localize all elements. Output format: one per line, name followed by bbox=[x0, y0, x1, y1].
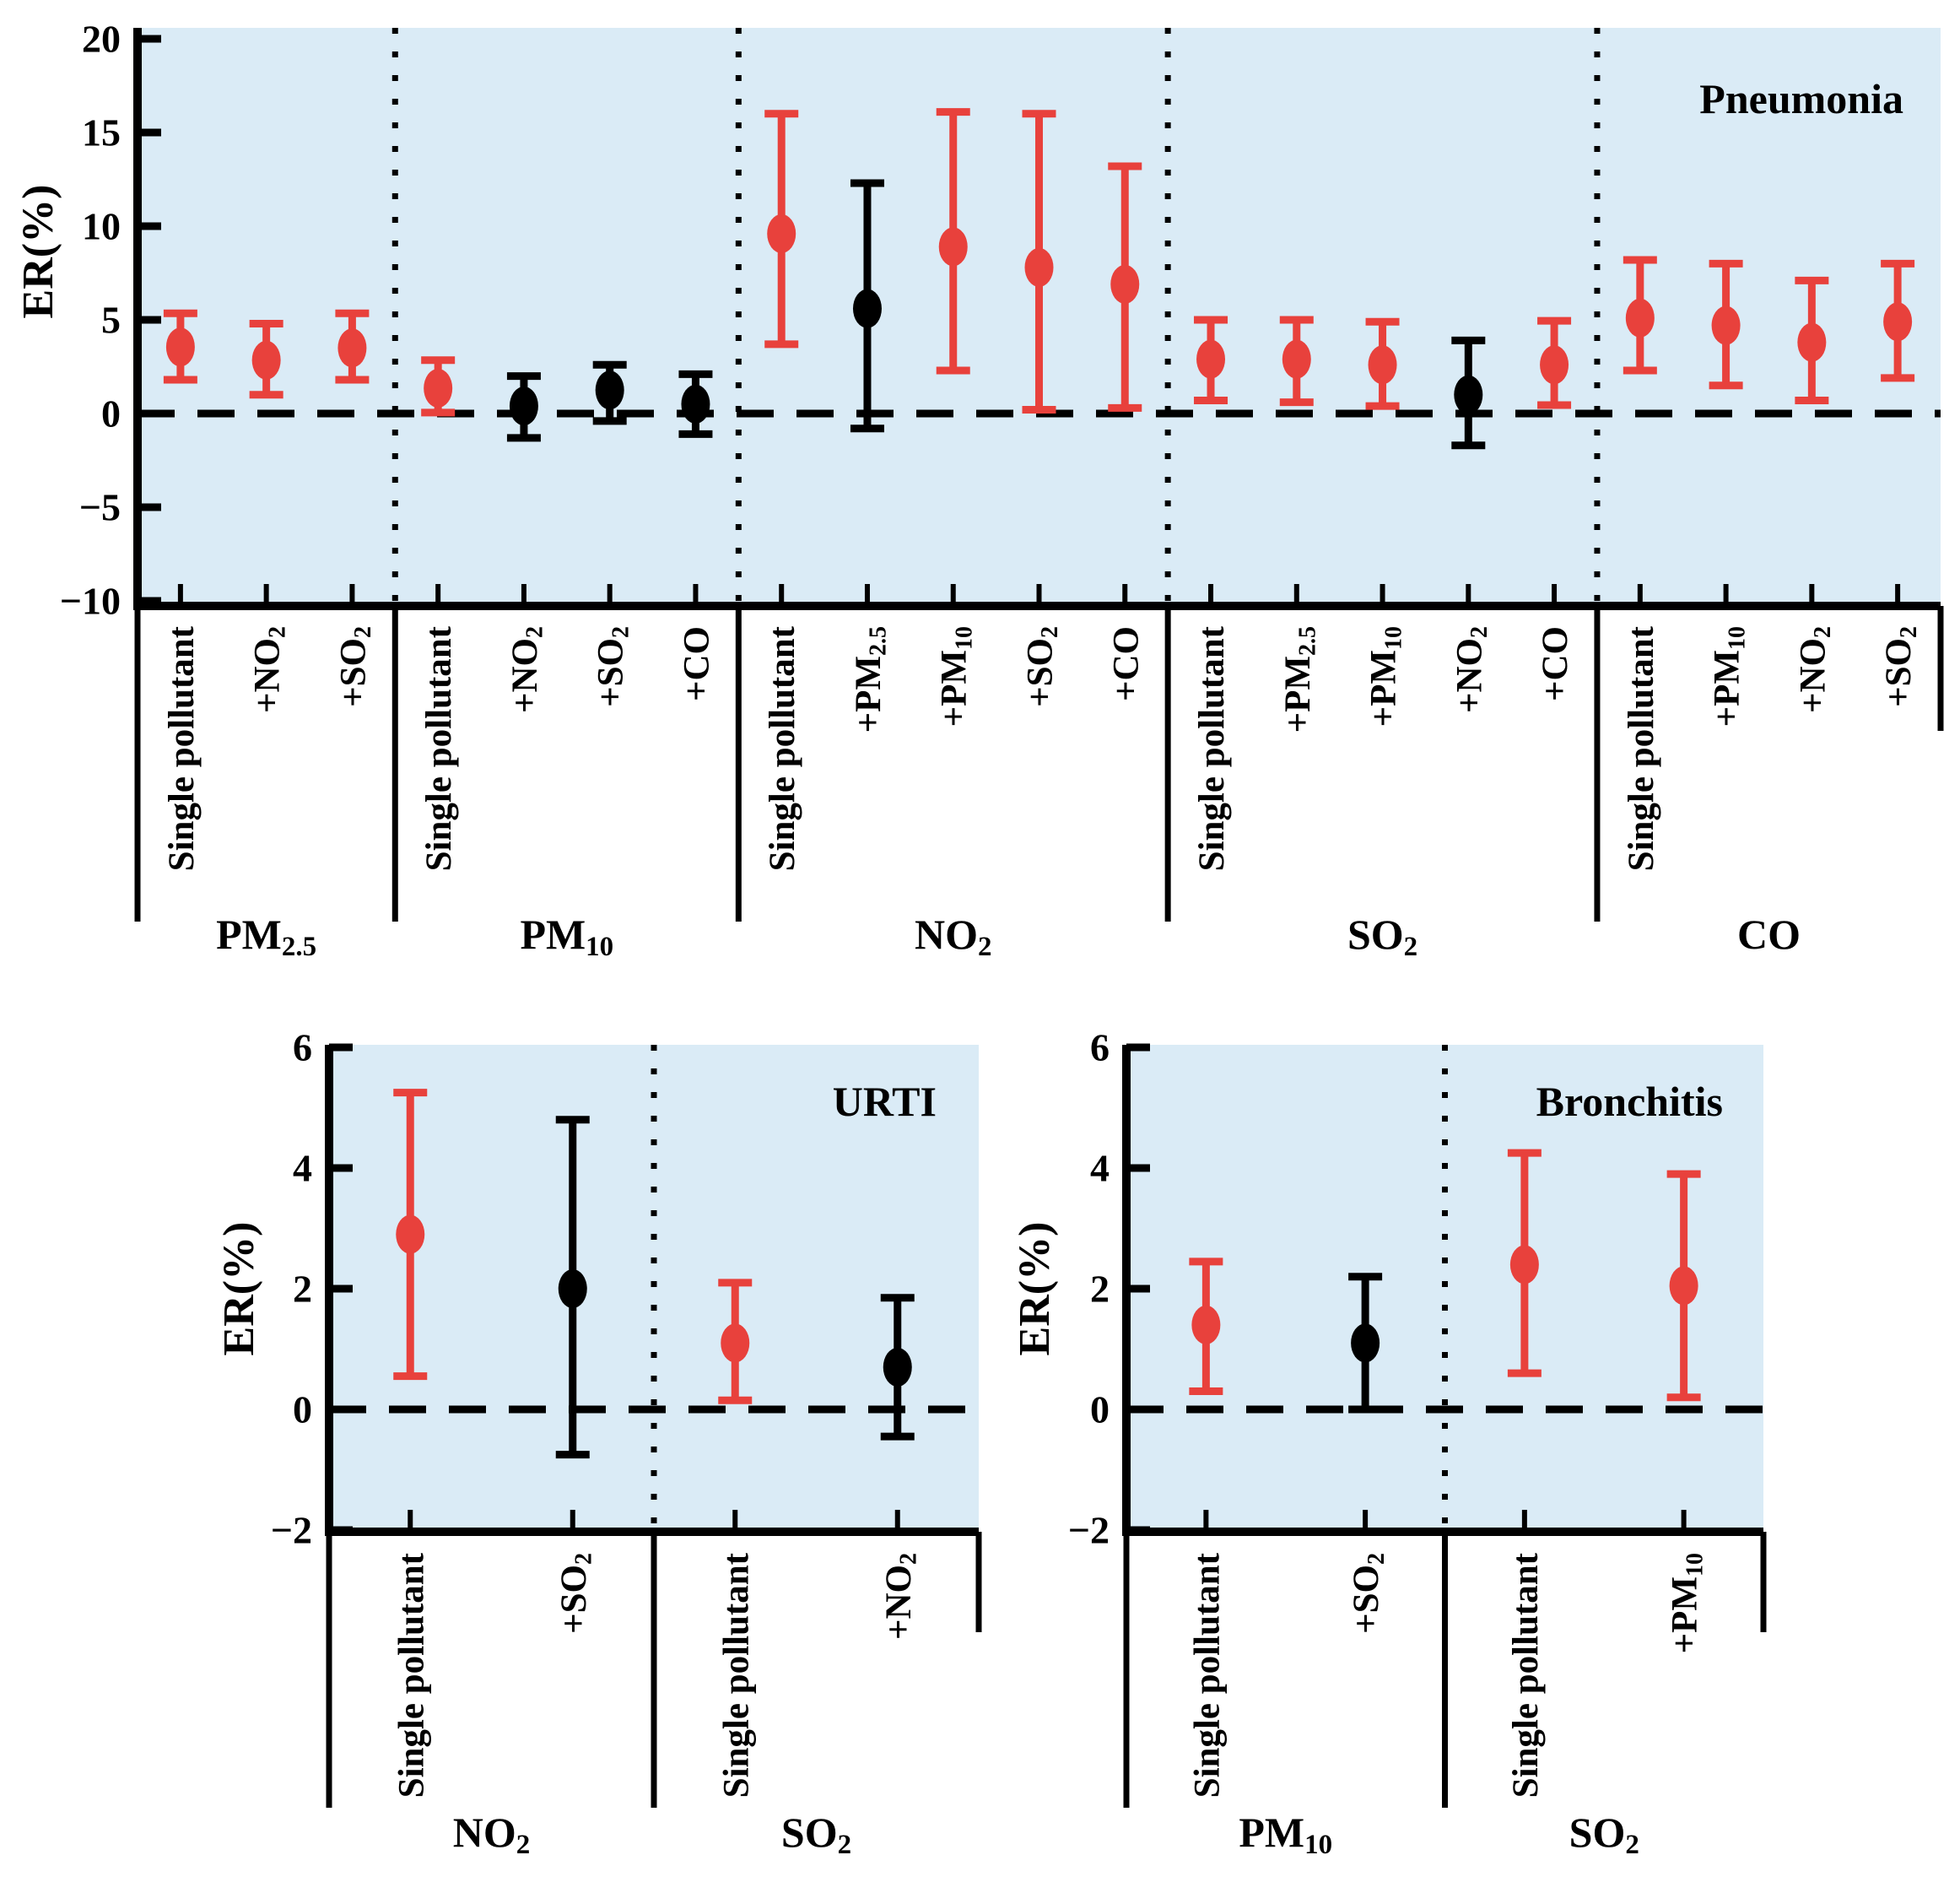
panel-bronchitis bbox=[1011, 1026, 1763, 1860]
item-label: +SO2 bbox=[553, 1553, 597, 1634]
item-label: +NO2 bbox=[1793, 626, 1837, 714]
item-label: +SO2 bbox=[591, 626, 634, 707]
point-marker bbox=[1712, 306, 1741, 345]
y-tick-label: 2 bbox=[293, 1267, 312, 1311]
y-tick-label: 5 bbox=[101, 298, 121, 342]
item-label: Single pollutant bbox=[716, 1553, 757, 1798]
item-label: Single pollutant bbox=[763, 626, 803, 872]
item-label: +NO2 bbox=[1450, 626, 1493, 714]
item-label: +PM10 bbox=[1707, 626, 1751, 727]
group-label: PM10 bbox=[520, 911, 614, 962]
point-marker bbox=[596, 370, 624, 409]
point-marker bbox=[559, 1269, 587, 1308]
item-label: +CO bbox=[1106, 626, 1147, 702]
y-tick-label: −2 bbox=[270, 1508, 312, 1552]
point-marker bbox=[1191, 1306, 1220, 1344]
group-label: NO2 bbox=[914, 911, 992, 962]
point-marker bbox=[767, 214, 796, 253]
y-tick-label: −10 bbox=[59, 579, 121, 623]
item-label: Single pollutant bbox=[161, 626, 202, 872]
item-label: +CO bbox=[1536, 626, 1576, 702]
y-tick-label: 15 bbox=[82, 111, 121, 154]
item-label: Single pollutant bbox=[1187, 1553, 1228, 1798]
point-marker bbox=[721, 1323, 749, 1362]
point-marker bbox=[853, 289, 882, 328]
point-marker bbox=[510, 387, 538, 425]
panel-title: Bronchitis bbox=[1536, 1078, 1723, 1125]
point-marker bbox=[1797, 323, 1826, 362]
y-tick-label: −2 bbox=[1067, 1508, 1110, 1552]
point-marker bbox=[939, 227, 968, 266]
item-label: +SO2 bbox=[1879, 626, 1922, 707]
y-tick-label: −5 bbox=[78, 485, 121, 529]
item-label: Single pollutant bbox=[1621, 626, 1661, 872]
group-label: NO2 bbox=[452, 1809, 531, 1860]
panel-urti bbox=[215, 1026, 979, 1860]
point-marker bbox=[1369, 345, 1397, 384]
item-label: +PM2.5 bbox=[1277, 626, 1321, 733]
point-marker bbox=[424, 369, 452, 408]
point-marker bbox=[396, 1215, 424, 1254]
y-tick-label: 10 bbox=[82, 204, 121, 248]
y-tick-label: 6 bbox=[1090, 1025, 1110, 1069]
group-label: CO bbox=[1736, 911, 1801, 958]
panel-pneumonia bbox=[14, 18, 1941, 962]
point-marker bbox=[1540, 345, 1569, 384]
point-marker bbox=[1510, 1245, 1539, 1284]
point-marker bbox=[1282, 340, 1311, 379]
group-label: PM2.5 bbox=[216, 911, 317, 962]
group-label: PM10 bbox=[1239, 1809, 1333, 1860]
point-marker bbox=[1110, 265, 1139, 304]
item-label: +PM10 bbox=[1363, 626, 1407, 727]
group-label: SO2 bbox=[1347, 911, 1418, 962]
y-tick-label: 4 bbox=[1090, 1146, 1110, 1190]
item-label: +PM2.5 bbox=[848, 626, 892, 733]
y-tick-label: 0 bbox=[101, 392, 121, 435]
y-tick-label: 20 bbox=[82, 17, 121, 61]
point-marker bbox=[252, 341, 281, 380]
y-axis-title: ER(%) bbox=[1011, 1221, 1059, 1356]
item-label: Single pollutant bbox=[1505, 1553, 1546, 1798]
point-marker bbox=[883, 1348, 912, 1387]
point-marker bbox=[166, 327, 195, 366]
item-label: Single pollutant bbox=[419, 626, 460, 872]
point-marker bbox=[1196, 340, 1225, 379]
item-label: +NO2 bbox=[878, 1553, 922, 1641]
item-label: +NO2 bbox=[247, 626, 291, 714]
group-label: SO2 bbox=[780, 1809, 852, 1860]
point-marker bbox=[681, 385, 710, 424]
item-label: +SO2 bbox=[1347, 1553, 1390, 1634]
y-tick-label: 0 bbox=[293, 1387, 312, 1431]
y-tick-label: 2 bbox=[1090, 1267, 1110, 1311]
item-label: Single pollutant bbox=[1192, 626, 1233, 872]
item-label: Single pollutant bbox=[391, 1553, 432, 1798]
point-marker bbox=[1025, 248, 1054, 287]
point-marker bbox=[1670, 1266, 1698, 1305]
item-label: +NO2 bbox=[505, 626, 548, 714]
point-marker bbox=[337, 328, 366, 367]
y-tick-label: 0 bbox=[1090, 1387, 1110, 1431]
item-label: +SO2 bbox=[1020, 626, 1064, 707]
y-tick-label: 6 bbox=[293, 1025, 312, 1069]
item-label: +CO bbox=[677, 626, 717, 702]
panel-title: Pneumonia bbox=[1699, 75, 1903, 122]
group-label: SO2 bbox=[1569, 1809, 1639, 1860]
item-label: +PM10 bbox=[934, 626, 978, 727]
item-label: +PM10 bbox=[1665, 1553, 1709, 1654]
point-marker bbox=[1883, 302, 1912, 341]
point-marker bbox=[1626, 299, 1655, 338]
y-tick-label: 4 bbox=[293, 1146, 312, 1190]
point-marker bbox=[1454, 376, 1482, 414]
panel-title: URTI bbox=[832, 1078, 937, 1125]
y-axis-title: ER(%) bbox=[215, 1221, 263, 1356]
item-label: +SO2 bbox=[333, 626, 377, 707]
point-marker bbox=[1351, 1323, 1380, 1362]
y-axis-title: ER(%) bbox=[14, 184, 62, 319]
